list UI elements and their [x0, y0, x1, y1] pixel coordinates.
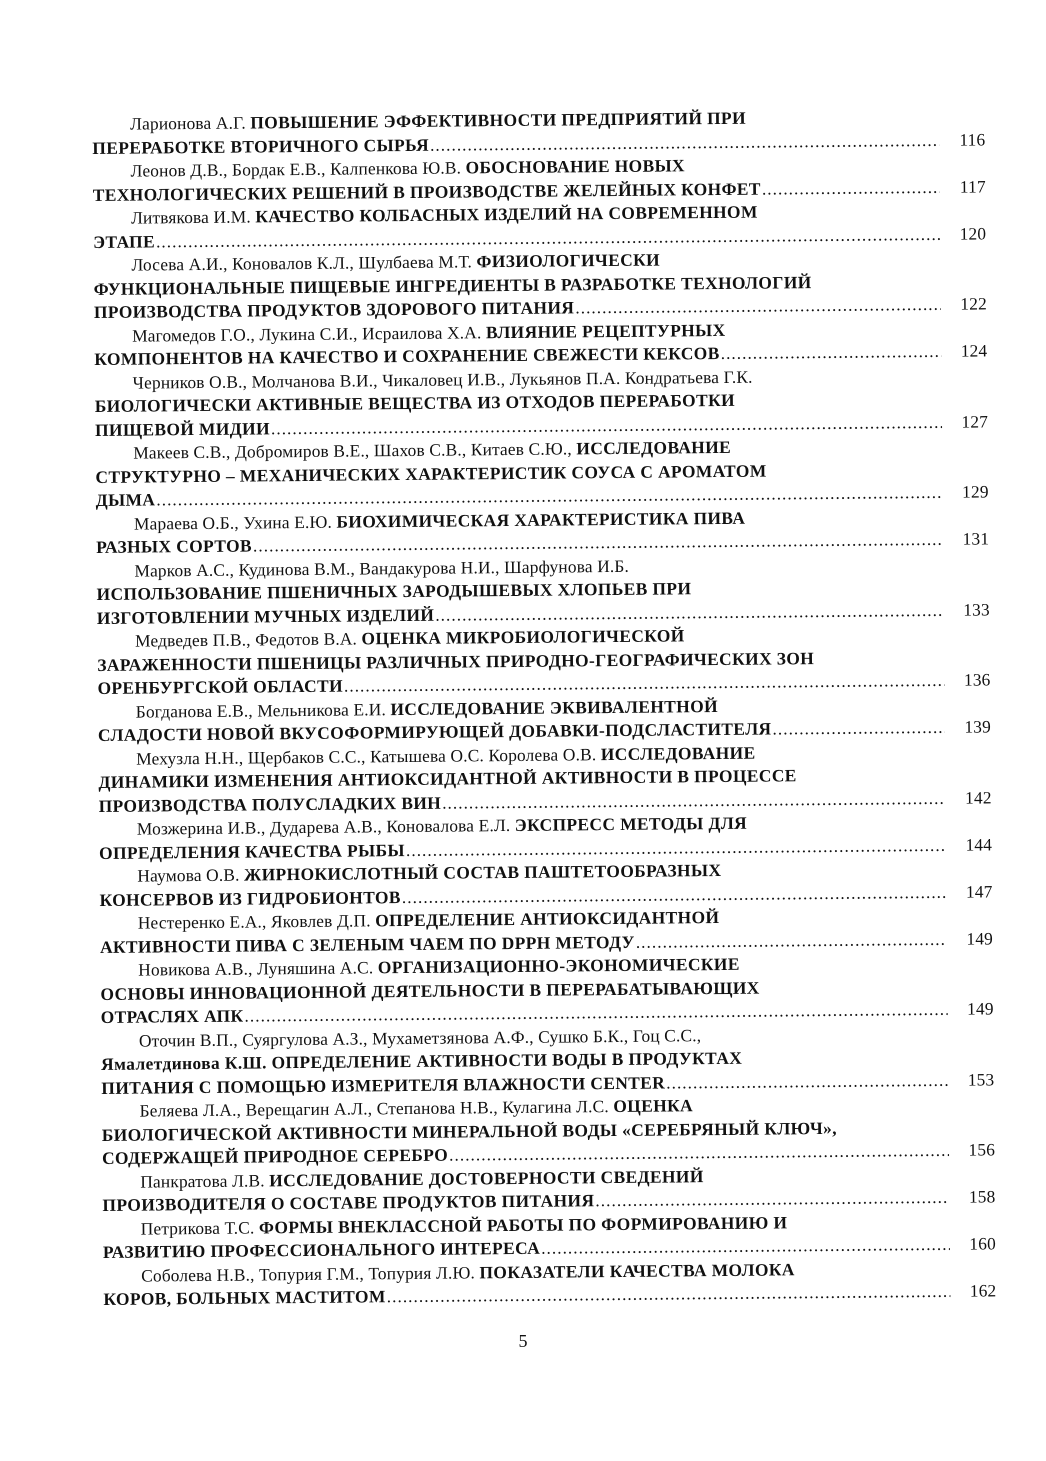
entry-title: ФИЗИОЛОГИЧЕСКИ	[476, 249, 661, 272]
toc-entry[interactable]	[94, 363, 988, 442]
entry-title-line: ИЗГОТОВЛЕНИИ МУЧНЫХ ИЗДЕЛИЙ	[96, 604, 435, 628]
entry-page-number: 142	[964, 786, 992, 808]
entry-title-line: ФУНКЦИОНАЛЬНЫЕ ПИЩЕВЫЕ ИНГРЕДИЕНТЫ В РАЗРАБОТКЕ ТЕХНОЛОГИЙ	[93, 271, 812, 299]
toc-entry[interactable]	[93, 198, 986, 254]
entry-page-number: 133	[963, 598, 990, 620]
entry-title-line: ДИНАМИКИ ИЗМЕНЕНИЯ АНТИОКСИДАНТНОЙ АКТИВНОСТИ В ПРОЦЕССЕ	[98, 765, 797, 792]
entry-title-line: СОДЕРЖАЩЕЙ ПРИРОДНОЕ СЕРЕБРО	[101, 1144, 449, 1168]
dot-leader	[636, 927, 947, 953]
entry-page-number: 120	[959, 222, 987, 244]
entry-title-line: РАЗВИТИЮ ПРОФЕССИОНАЛЬНОГО ИНТЕРЕСА	[102, 1237, 541, 1262]
entry-title-line: БИОЛОГИЧЕСКОЙ АКТИВНОСТИ МИНЕРАЛЬНОЙ ВОДЫ «СЕРЕБРЯНЫЙ КЛЮЧ»,	[101, 1117, 838, 1145]
entry-page-number: 117	[959, 175, 986, 197]
toc-entry[interactable]	[101, 1021, 995, 1100]
toc-entry[interactable]	[101, 1091, 995, 1170]
toc-entry[interactable]	[100, 950, 994, 1029]
toc-entry[interactable]	[100, 903, 993, 959]
entry-page-number: 124	[960, 340, 988, 361]
entry-authors: Наумова О.В.	[137, 864, 240, 886]
toc-entry[interactable]	[96, 551, 990, 630]
entry-page-number: 158	[968, 1186, 996, 1207]
table-of-contents	[92, 104, 996, 1311]
entry-title-line: ОТРАСЛЯХ АПК	[100, 1005, 244, 1027]
dot-leader	[721, 340, 942, 366]
entry-title: ПОКАЗАТЕЛИ КАЧЕСТВА МОЛОКА	[479, 1258, 795, 1282]
entry-page-number: 153	[967, 1068, 995, 1090]
entry-authors: Магомедов Г.О., Лукина С.И., Исраилова Х.А.	[132, 321, 482, 346]
toc-entry[interactable]	[95, 433, 989, 512]
toc-entry[interactable]	[98, 692, 991, 748]
entry-title: ОБОСНОВАНИЕ НОВЫХ	[465, 155, 686, 178]
entry-title: КАЧЕСТВО КОЛБАСНЫХ ИЗДЕЛИЙ НА СОВРЕМЕННОМ	[255, 201, 758, 227]
toc-entry[interactable]	[99, 856, 992, 912]
entry-authors: Макеев С.В., Добромиров В.Е., Шахов С.В., Китаев С.Ю.,	[133, 438, 572, 463]
entry-title-line: СТРУКТУРНО – МЕХАНИЧЕСКИХ ХАРАКТЕРИСТИК СОУСА С АРОМАТОМ	[95, 460, 767, 487]
entry-title: ФОРМЫ ВНЕКЛАССНОЙ РАБОТЫ ПО ФОРМИРОВАНИЮ И	[258, 1211, 788, 1237]
entry-title-line: КОНСЕРВОВ ИЗ ГИДРОБИОНТОВ	[99, 886, 401, 910]
entry-title-line: ОПРЕДЕЛЕНИЯ КАЧЕСТВА РЫБЫ	[99, 839, 406, 863]
entry-title-line: ОСНОВЫ ИННОВАЦИОННОЙ ДЕЯТЕЛЬНОСТИ В ПЕРЕРАБАТЫВАЮЩИХ	[100, 977, 760, 1004]
dot-leader	[387, 1280, 951, 1309]
toc-entry[interactable]	[92, 104, 985, 160]
entry-title: ОРГАНИЗАЦИОННО-ЭКОНОМИЧЕСКИЕ	[377, 953, 740, 978]
dot-leader	[595, 1186, 949, 1213]
entry-title-line: ПРОИЗВОДСТВА ПОЛУСЛАДКИХ ВИН	[98, 792, 442, 816]
toc-entry[interactable]	[98, 739, 992, 818]
entry-page-number: 160	[969, 1233, 996, 1254]
entry-title-line: Ямалетдинова К.Ш. ОПРЕДЕЛЕНИЕ АКТИВНОСТИ ВОДЫ В ПРОДУКТАХ	[101, 1047, 743, 1074]
entry-title: ЖИРНОКИСЛОТНЫЙ СОСТАВ ПАШТЕТООБРАЗНЫХ	[243, 859, 722, 885]
entry-authors: Панкратова Л.В.	[140, 1169, 265, 1192]
dot-leader	[666, 1068, 948, 1094]
entry-title-line: БИОЛОГИЧЕСКИ АКТИВНЫЕ ВЕЩЕСТВА ИЗ ОТХОДОВ ПЕРЕРАБОТКИ	[94, 389, 736, 416]
toc-entry[interactable]	[97, 621, 991, 700]
toc-entry[interactable]	[96, 504, 989, 560]
entry-title-line: СЛАДОСТИ НОВОЙ ВКУСОФОРМИРУЮЩЕЙ ДОБАВКИ-ПОДСЛАСТИТЕЛЯ	[97, 718, 772, 745]
entry-page-number: 131	[962, 528, 990, 549]
dot-leader	[435, 598, 944, 626]
toc-entry[interactable]	[103, 1209, 996, 1265]
entry-page-number: 129	[962, 481, 989, 502]
entry-page-number: 139	[964, 716, 992, 737]
entry-page-number: 122	[960, 293, 987, 314]
entry-authors: Петрикова Т.С.	[140, 1216, 255, 1239]
entry-page-number: 162	[969, 1280, 997, 1301]
entry-page-number: 156	[968, 1139, 996, 1160]
entry-title-line: ЭТАПЕ	[93, 230, 156, 252]
entry-page-number: 149	[966, 998, 994, 1019]
entry-title: БИОХИМИЧЕСКАЯ ХАРАКТЕРИСТИКА ПИВА	[336, 507, 746, 532]
entry-title-line: КОРОВ, БОЛЬНЫХ МАСТИТОМ	[103, 1286, 386, 1309]
entry-authors: Марков А.С., Кудинова В.М., Вандакурова Н.И., Шарфунова И.Б.	[134, 555, 630, 581]
entry-title: ОПРЕДЕЛЕНИЕ АНТИОКСИДАНТНОЙ	[375, 907, 720, 931]
entry-page-number: 147	[965, 880, 993, 902]
toc-entry[interactable]	[103, 1256, 996, 1312]
dot-leader	[541, 1233, 950, 1260]
entry-authors: Мехузла Н.Н., Щербаков С.С., Катышева О.С. Королева О.В.	[136, 743, 597, 769]
entry-authors: Литвякова И.М.	[130, 206, 251, 228]
entry-authors: Новикова А.В., Луняшина А.С.	[138, 957, 374, 980]
toc-entry[interactable]	[93, 245, 987, 324]
entry-title-line: ПРОИЗВОДИТЕЛЯ О СОСТАВЕ ПРОДУКТОВ ПИТАНИЯ	[102, 1190, 595, 1215]
entry-authors: Медведев П.В., Федотов В.А.	[134, 628, 358, 651]
entry-authors: Лосева А.И., Коновалов К.Л., Шулбаева М.Т.	[131, 251, 473, 275]
entry-authors: Мозжерина И.В., Дударева А.В., Коновалова Е.Л.	[136, 815, 511, 839]
toc-entry[interactable]	[92, 151, 985, 207]
entry-authors: Беляева Л.А., Верещагин А.Л., Степанова Н.В., Кулагина Л.С.	[139, 1096, 609, 1121]
entry-authors: Леонов Д.В., Бордак Е.В., Калпенкова Ю.В.	[130, 157, 462, 181]
entry-title-line: АКТИВНОСТИ ПИВА С ЗЕЛЕНЫМ ЧАЕМ ПО DPPH МЕТОДУ	[99, 931, 635, 957]
entry-title-line: ПРОИЗВОДСТВА ПРОДУКТОВ ЗДОРОВОГО ПИТАНИЯ	[93, 297, 575, 322]
entry-title-line: КОМПОНЕНТОВ НА КАЧЕСТВО И СОХРАНЕНИЕ СВЕЖЕСТИ КЕКСОВ	[94, 342, 720, 369]
entry-title-line: ОРЕНБУРГСКОЙ ОБЛАСТИ	[97, 675, 344, 698]
entry-title: ЭКСПРЕСС МЕТОДЫ ДЛЯ	[514, 812, 748, 835]
entry-authors: Мараева О.Б., Ухина Е.Ю.	[133, 511, 333, 534]
entry-title-line: ПИТАНИЯ С ПОМОЩЬЮ ИЗМЕРИТЕЛЯ ВЛАЖНОСТИ CENTER	[101, 1072, 666, 1098]
dot-leader	[430, 128, 939, 156]
entry-title: ИССЛЕДОВАНИЕ ЭКВИВАЛЕНТНОЙ	[390, 695, 719, 719]
entry-page-number: 127	[961, 410, 989, 432]
entry-page-number: 144	[965, 833, 993, 855]
entry-authors: Нестеренко Е.А., Яковлев Д.П.	[137, 910, 371, 933]
dot-leader	[772, 716, 945, 741]
dot-leader	[449, 1139, 949, 1167]
entry-title-line: ЗАРАЖЕННОСТИ ПШЕНИЦЫ РАЗЛИЧНЫХ ПРИРОДНО-ГЕОГРАФИЧЕСКИХ ЗОН	[97, 647, 815, 675]
entry-title-line: ПИЩЕВОЙ МИДИИ	[94, 417, 271, 440]
entry-authors: Соболева Н.В., Топурия Г.М., Топурия Л.Ю.	[141, 1261, 476, 1286]
entry-authors: Черников О.В., Молчанова В.И., Чикаловец И.В., Лукьянов П.А. Кондратьева Г.К.	[132, 366, 753, 393]
dot-leader	[575, 293, 941, 320]
toc-entry[interactable]	[99, 809, 992, 865]
entry-title: ВЛИЯНИЕ РЕЦЕПТУРНЫХ	[485, 319, 726, 342]
entry-title: ОЦЕНКА МИКРОБИОЛОГИЧЕСКОЙ	[361, 625, 685, 649]
entry-title-line: ДЫМА	[95, 489, 156, 510]
toc-entry[interactable]	[102, 1162, 995, 1218]
entry-title-line: ТЕХНОЛОГИЧЕСКИХ РЕШЕНИЙ В ПРОИЗВОДСТВЕ ЖЕЛЕЙНЫХ КОНФЕТ	[92, 178, 761, 205]
entry-authors: Оточин В.П., Суяргулова А.З., Мухаметзянова А.Ф., Сушко Б.К., Гоц С.С.,	[138, 1024, 702, 1051]
entry-title: ПОВЫШЕНИЕ ЭФФЕКТИВНОСТИ ПРЕДПРИЯТИЙ ПРИ	[250, 107, 747, 133]
entry-title: ОЦЕНКА	[613, 1095, 694, 1117]
page-number: 5	[518, 1331, 528, 1351]
entry-title: ИССЛЕДОВАНИЕ ДОСТОВЕРНОСТИ СВЕДЕНИЙ	[269, 1165, 704, 1190]
entry-title: ИССЛЕДОВАНИЕ	[576, 436, 732, 459]
entry-page-number: 149	[966, 927, 994, 949]
entry-title-line: ИСПОЛЬЗОВАНИЕ ПШЕНИЧНЫХ ЗАРОДЫШЕВЫХ ХЛОПЬЕВ ПРИ	[96, 578, 692, 604]
dot-leader	[762, 175, 940, 200]
toc-entry[interactable]	[94, 316, 987, 372]
entry-authors: Ларионова А.Г.	[130, 112, 246, 134]
entry-title-line: ПЕРЕРАБОТКЕ ВТОРИЧНОГО СЫРЬЯ	[92, 134, 430, 158]
entry-title: ИССЛЕДОВАНИЕ	[600, 742, 756, 764]
dot-leader	[442, 786, 946, 814]
entry-page-number: 136	[963, 669, 991, 690]
entry-authors: Богданова Е.В., Мельникова Е.И.	[135, 698, 387, 722]
entry-page-number: 116	[959, 128, 986, 150]
entry-title-line: РАЗНЫХ СОРТОВ	[96, 535, 253, 557]
